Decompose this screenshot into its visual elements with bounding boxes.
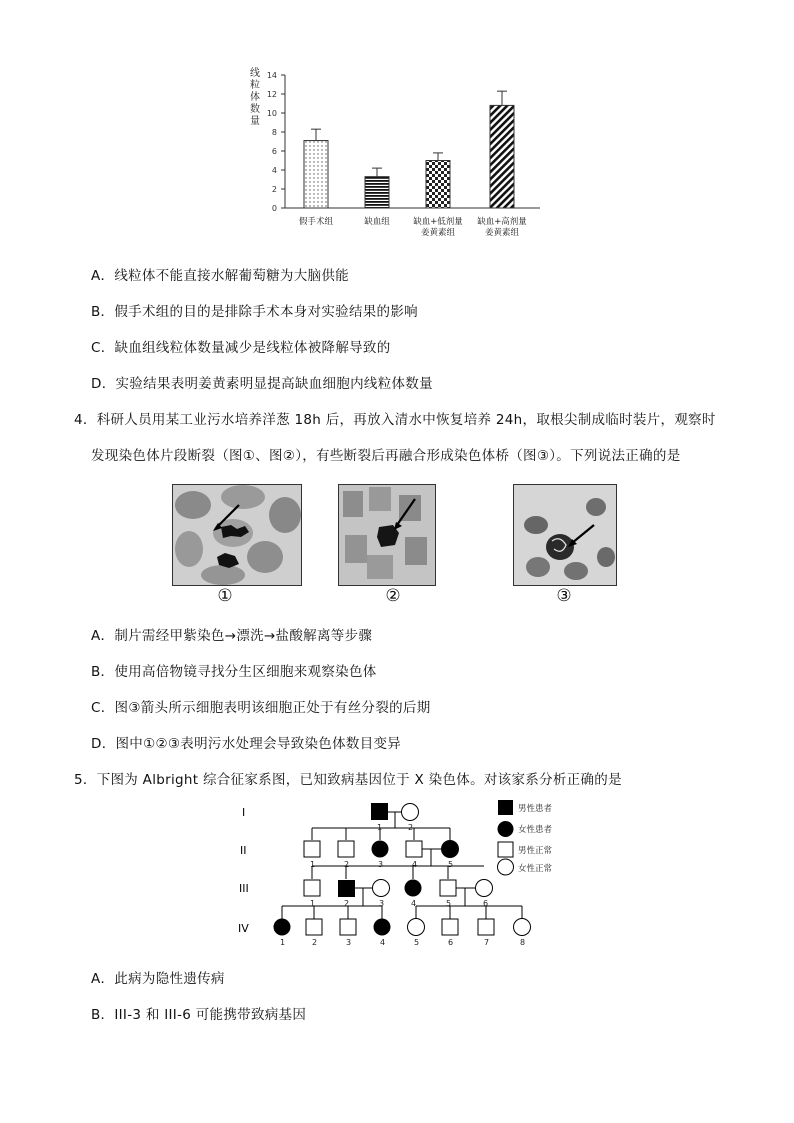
x-tick-label: 缺血组 <box>364 217 390 227</box>
generation-label-4: IV <box>238 922 249 935</box>
y-tick-label: 12 <box>266 90 277 99</box>
svg-text:1: 1 <box>377 823 383 832</box>
pedigree-legend <box>496 798 576 878</box>
x-tick-label: 姜黄素组 <box>484 228 520 238</box>
micrograph-2 <box>338 484 436 586</box>
q4-stem-line2: 发现染色体片段断裂（图①、图②），有些断裂后再融合形成染色体桥（图③）。下列说法正确的是 <box>91 448 681 464</box>
figure-label-1: ① <box>217 586 233 606</box>
svg-text:5: 5 <box>414 938 420 947</box>
svg-text:线: 线 <box>250 68 260 79</box>
q3-option-c[interactable]: C．缺血组线粒体数量减少是线粒体被降解导致的 <box>91 340 391 356</box>
svg-text:1: 1 <box>280 938 286 947</box>
svg-text:2: 2 <box>312 938 318 947</box>
x-tick-label: 假手术组 <box>298 217 334 227</box>
y-tick-label: 4 <box>271 166 277 175</box>
svg-text:7: 7 <box>484 938 490 947</box>
bar <box>365 177 389 208</box>
legend-affected-male: 男性患者 <box>518 804 553 814</box>
bar <box>304 141 328 208</box>
generation-label-1: I <box>242 806 246 819</box>
micrograph-1 <box>172 484 302 586</box>
svg-text:3: 3 <box>346 938 352 947</box>
svg-text:1: 1 <box>310 899 316 908</box>
svg-text:1: 1 <box>310 860 316 869</box>
generation-label-2: II <box>240 844 247 857</box>
figure-label-2: ② <box>385 586 401 606</box>
y-tick-label: 10 <box>266 109 277 118</box>
q4-option-d[interactable]: D．图中①②③表明污水处理会导致染色体数目变异 <box>91 736 402 752</box>
q5-stem: 5．下图为 Albright 综合征家系图，已知致病基因位于 X 染色体。对该家系分析正确的是 <box>74 772 622 788</box>
svg-text:2: 2 <box>344 899 350 908</box>
svg-text:6: 6 <box>483 899 489 908</box>
svg-text:数: 数 <box>250 104 260 115</box>
y-tick-label: 0 <box>271 204 277 213</box>
legend-normal-female: 女性正常 <box>518 864 553 874</box>
svg-text:4: 4 <box>411 899 417 908</box>
generation-label-3: III <box>239 882 249 895</box>
bars <box>304 91 514 208</box>
y-axis-label <box>250 66 260 127</box>
svg-text:5: 5 <box>448 860 454 869</box>
svg-text:量: 量 <box>250 116 260 127</box>
svg-text:2: 2 <box>344 860 350 869</box>
q3-option-b[interactable]: B．假手术组的目的是排除手术本身对实验结果的影响 <box>91 304 418 320</box>
q4-stem-line1: 4．科研人员用某工业污水培养洋葱 18h 后，再放入清水中恢复培养 24h，取根尖制成临时装片，观察时 <box>74 412 716 428</box>
bar <box>426 161 450 209</box>
x-tick-label: 姜黄素组 <box>420 228 456 238</box>
bar <box>490 105 514 208</box>
x-tick-label: 缺血+高剂量 <box>477 217 527 227</box>
y-tick-label: 2 <box>271 185 277 194</box>
y-tick-label: 8 <box>271 128 277 137</box>
q4-option-a[interactable]: A．制片需经甲紫染色→漂洗→盐酸解离等步骤 <box>91 628 373 644</box>
legend-normal-male: 男性正常 <box>518 846 553 856</box>
svg-text:3: 3 <box>379 899 385 908</box>
q5-option-a[interactable]: A．此病为隐性遗传病 <box>91 971 225 987</box>
svg-text:2: 2 <box>408 823 414 832</box>
y-tick-label: 6 <box>271 147 277 156</box>
micrograph-3 <box>513 484 617 586</box>
x-tick-label: 缺血+低剂量 <box>413 217 463 227</box>
svg-text:粒: 粒 <box>250 80 260 91</box>
svg-text:4: 4 <box>380 938 386 947</box>
q3-option-d[interactable]: D．实验结果表明姜黄素明显提高缺血细胞内线粒体数量 <box>91 376 433 392</box>
svg-text:8: 8 <box>520 938 526 947</box>
y-tick-label: 14 <box>266 71 277 80</box>
svg-text:体: 体 <box>250 92 260 103</box>
q5-option-b[interactable]: B．III-3 和 III-6 可能携带致病基因 <box>91 1007 307 1023</box>
svg-text:6: 6 <box>448 938 454 947</box>
legend-affected-female: 女性患者 <box>518 825 553 835</box>
x-axis-labels <box>299 216 527 238</box>
svg-text:3: 3 <box>378 860 384 869</box>
svg-text:5: 5 <box>446 899 452 908</box>
figure-label-3: ③ <box>556 586 572 606</box>
svg-text:4: 4 <box>412 860 418 869</box>
q4-option-c[interactable]: C．图③箭头所示细胞表明该细胞正处于有丝分裂的后期 <box>91 700 431 716</box>
mitochondria-bar-chart <box>240 60 570 245</box>
q4-option-b[interactable]: B．使用高倍物镜寻找分生区细胞来观察染色体 <box>91 664 377 680</box>
q3-option-a[interactable]: A．线粒体不能直接水解葡萄糖为大脑供能 <box>91 268 349 284</box>
